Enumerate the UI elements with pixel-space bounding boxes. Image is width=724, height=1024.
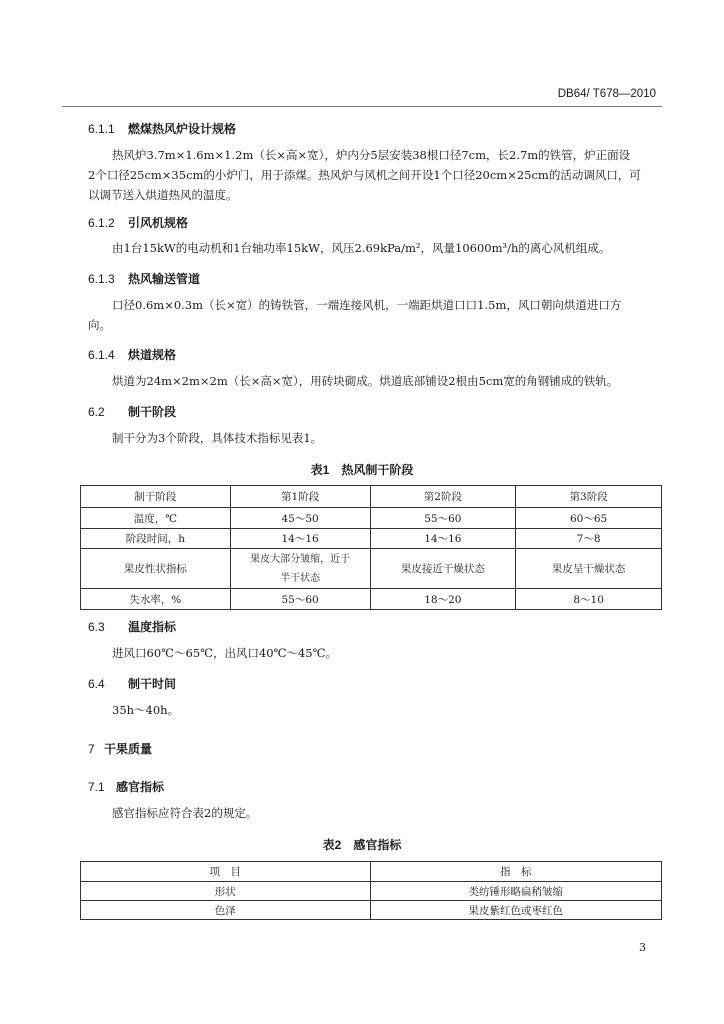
table-cell: 色泽 (81, 901, 371, 920)
paragraph-line: 口径0.6m×0.3m（长×宽）的铸铁管，一端连接风机，一端距烘道口口1.5m，风口朝向烘道进口方 (112, 298, 622, 312)
standard-code: DB64/ T678—2010 (557, 88, 656, 100)
table-cell: 类纺锤形略扁稍皱缩 (370, 882, 662, 901)
table-cell: 形状 (81, 882, 371, 901)
table-cell: 阶段时间，h (81, 529, 231, 549)
table-row (81, 882, 662, 901)
paragraph-line: 2个口径25cm×35cm的小炉门，用于添煤。热风炉与风机之间开设1个口径20cm×25cm的活动调风口，可 (88, 168, 641, 182)
table-cell: 温度，℃ (81, 508, 231, 529)
heading-6-2 (88, 403, 176, 420)
table-row (81, 508, 662, 529)
table-header-cell: 第2阶段 (370, 486, 516, 508)
table-header-row (81, 486, 662, 508)
heading-title: 燃煤热风炉设计规格 (128, 122, 237, 136)
table-cell: 55～60 (370, 508, 516, 529)
table-cell: 果皮接近干燥状态 (370, 549, 516, 589)
paragraph-line: 烘道为24m×2m×2m（长×高×宽），用砖块砌成。烘道底部铺设2根由5cm宽的角钢铺成的铁轨。 (112, 374, 619, 388)
table-cell (230, 549, 370, 589)
heading-title: 感官指标 (116, 780, 165, 794)
heading-number: 6.1.3 (88, 272, 115, 286)
table-cell: 60～65 (516, 508, 662, 529)
heading-6-3 (88, 618, 176, 635)
table-cell: 果皮呈干燥状态 (516, 549, 662, 589)
paragraph-line: 制干分为3个阶段，具体技术指标见表1。 (112, 431, 323, 445)
heading-number: 6.3 (88, 620, 105, 634)
heading-number: 6.2 (88, 405, 105, 419)
header-divider (62, 106, 662, 107)
cell-line: 半干状态 (280, 572, 321, 584)
table-header-row (81, 862, 662, 882)
table2-caption: 表2 感官指标 (322, 838, 402, 852)
table-header-cell: 制干阶段 (81, 486, 231, 508)
table-header-cell: 项 目 (81, 862, 371, 882)
heading-6-4 (88, 675, 176, 692)
table1 (80, 485, 662, 610)
heading-title: 温度指标 (128, 620, 177, 634)
table-cell: 果皮紫红色或枣红色 (370, 901, 662, 920)
table2 (80, 861, 662, 920)
table1-caption: 表1 热风制干阶段 (310, 463, 414, 477)
heading-number: 7 (88, 742, 95, 756)
heading-7-1 (88, 778, 164, 795)
paragraph-line: 感官指标应符合表2的规定。 (112, 806, 258, 820)
heading-number: 7.1 (88, 780, 105, 794)
table-cell: 果皮性状指标 (81, 549, 231, 589)
table-header-cell: 第3阶段 (516, 486, 662, 508)
paragraph-line: 由1台15kW的电动机和1台轴功率15kW，风压2.69kPa/m²，风量10600m³/h的离心风机组成。 (112, 241, 611, 255)
heading-title: 热风输送管道 (128, 272, 201, 286)
heading-number: 6.4 (88, 677, 105, 691)
heading-title: 烘道规格 (128, 348, 177, 362)
heading-number: 6.1.1 (88, 122, 115, 136)
page-number: 3 (639, 941, 646, 954)
paragraph-line: 35h～40h。 (112, 703, 180, 717)
table-cell: 失水率，% (81, 589, 231, 610)
heading-6-1-2 (88, 214, 188, 231)
heading-7 (88, 740, 152, 757)
table-row (81, 901, 662, 920)
paragraph-line: 进风口60℃～65℃，出风口40℃～45℃。 (112, 646, 337, 660)
heading-title: 干果质量 (104, 742, 153, 756)
table-cell: 14～16 (370, 529, 516, 549)
paragraph-line: 热风炉3.7m×1.6m×1.2m（长×高×宽），炉内分5层安装38根口径7cm，长2.7m的铁管，炉正面设 (112, 148, 631, 162)
table-cell: 55～60 (230, 589, 370, 610)
table-header-cell: 第1阶段 (230, 486, 370, 508)
table-row (81, 589, 662, 610)
cell-line: 果皮大部分皱缩，近于 (250, 553, 351, 565)
table-header-cell: 指 标 (370, 862, 662, 882)
paragraph-line: 向。 (88, 318, 111, 332)
table-cell: 18～20 (370, 589, 516, 610)
heading-number: 6.1.4 (88, 348, 115, 362)
heading-title: 制干时间 (128, 677, 177, 691)
heading-6-1-4 (88, 346, 176, 363)
heading-title: 引风机规格 (128, 216, 189, 230)
heading-number: 6.1.2 (88, 216, 115, 230)
heading-title: 制干阶段 (128, 405, 177, 419)
table-cell: 45～50 (230, 508, 370, 529)
table-cell: 8～10 (516, 589, 662, 610)
table-row (81, 529, 662, 549)
table-cell: 14～16 (230, 529, 370, 549)
table-row (81, 549, 662, 589)
heading-6-1-1 (88, 120, 236, 137)
paragraph-line: 以调节送入烘道热风的温度。 (88, 188, 238, 202)
table-cell: 7～8 (516, 529, 662, 549)
heading-6-1-3 (88, 270, 200, 287)
